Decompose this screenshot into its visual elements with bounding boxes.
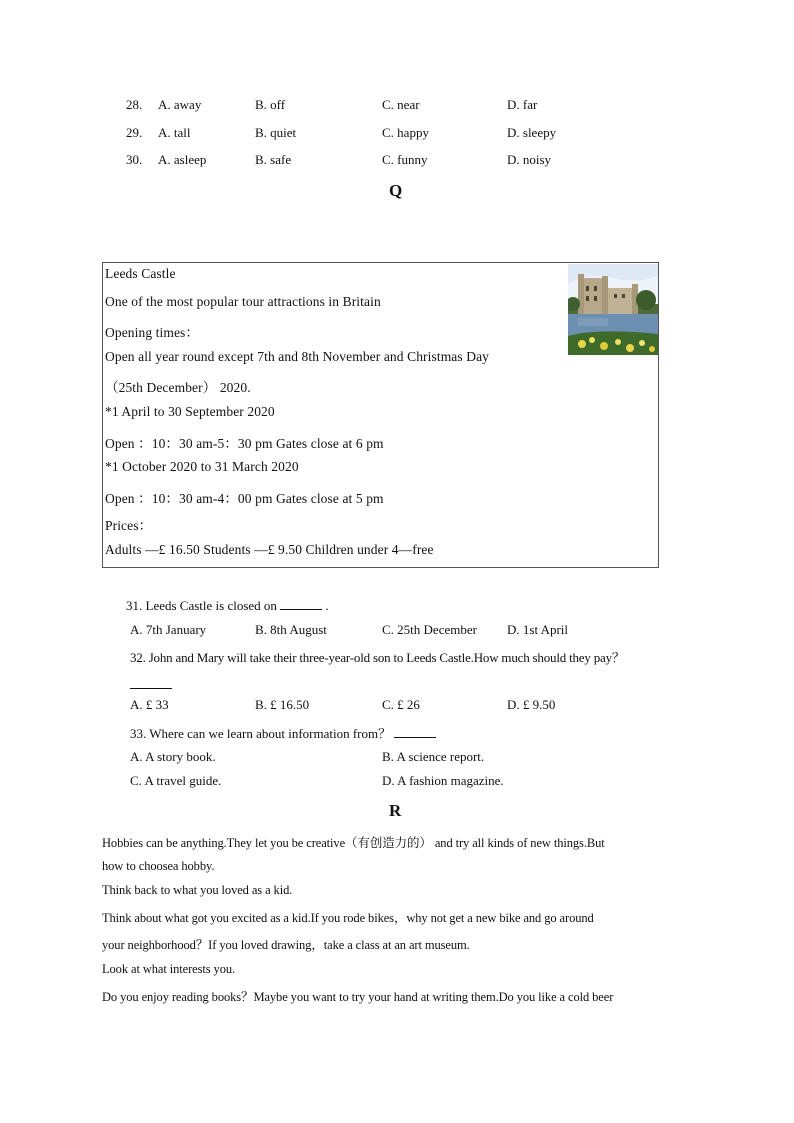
question-number: 30. [126, 152, 143, 167]
option-a: A. £ 33 [130, 697, 169, 712]
notice-line: Open ：10：30 am-4：00 pm Gates close at 5 pm [105, 491, 384, 506]
option-c: C. 25th December [382, 622, 477, 637]
option-b: B. off [255, 97, 286, 112]
question-text: 31. Leeds Castle is closed on [126, 598, 277, 613]
answer-blank [130, 677, 172, 693]
passage-line: how to choosea hobby. [102, 859, 215, 873]
passage-line: Think back to what you loved as a kid. [102, 883, 293, 897]
leeds-castle-notice [102, 262, 659, 568]
option-a: A. away [158, 97, 202, 112]
option-c: C. A travel guide. [130, 773, 222, 788]
option-d: D. 1st April [507, 622, 569, 637]
option-c: C. near [382, 97, 420, 112]
option-a: A. A story book. [130, 749, 216, 764]
notice-line: Open ：10：30 am-5：30 pm Gates close at 6 pm [105, 436, 384, 451]
option-d: D. sleepy [507, 125, 557, 140]
question-text: 33. Where can we learn about information from？ [130, 726, 392, 741]
answer-blank [280, 598, 322, 610]
passage-line: Do you enjoy reading books？Maybe you want to try your hand at writing them.Do you like a cold beer [102, 990, 614, 1004]
notice-line: *1 April to 30 September 2020 [105, 404, 275, 419]
question-end: . [325, 598, 329, 613]
question-33-stem [130, 723, 436, 742]
option-d: D. £ 9.50 [507, 697, 556, 712]
question-33-options-row2 [0, 773, 794, 791]
option-d: D. far [507, 97, 538, 112]
option-c: C. £ 26 [382, 697, 420, 712]
notice-line: Open all year round except 7th and 8th November and Christmas Day [105, 349, 490, 364]
option-c: C. funny [382, 152, 428, 167]
section-heading-q: Q [389, 181, 403, 200]
passage-line: Think about what got you excited as a kid.If you rode bikes，why not get a new bike and go around [102, 911, 594, 925]
question-30 [0, 152, 794, 170]
option-b: B. 8th August [255, 622, 327, 637]
passage-line: Look at what interests you. [102, 962, 236, 976]
notice-line: Prices： [105, 518, 153, 533]
question-number: 28. [126, 97, 143, 112]
option-d: D. noisy [507, 152, 552, 167]
answer-blank [394, 726, 436, 738]
question-32-options [0, 697, 794, 715]
option-b: B. quiet [255, 125, 297, 140]
question-31-options [0, 622, 794, 640]
castle-photo [568, 264, 658, 355]
question-28 [0, 97, 794, 115]
option-c: C. happy [382, 125, 429, 140]
question-31-stem [126, 598, 329, 614]
option-a: A. 7th January [130, 622, 207, 637]
option-a: A. asleep [158, 152, 207, 167]
question-33-options-row1 [0, 749, 794, 767]
option-d: D. A fashion magazine. [382, 773, 504, 788]
option-b: B. safe [255, 152, 292, 167]
option-b: B. £ 16.50 [255, 697, 310, 712]
option-b: B. A science report. [382, 749, 485, 764]
notice-line: Adults —£ 16.50 Students —£ 9.50 Children under 4—free [105, 542, 434, 557]
question-number: 29. [126, 125, 143, 140]
passage-line: Hobbies can be anything.They let you be creative（有创造力的） and try all kinds of new things.But [102, 836, 605, 850]
section-heading-r: R [389, 801, 402, 820]
notice-title: Leeds Castle [105, 266, 176, 281]
notice-line: One of the most popular tour attractions in Britain [105, 294, 381, 309]
question-32-stem: 32. John and Mary will take their three-year-old son to Leeds Castle.How much should they pay？ [130, 650, 625, 665]
notice-line: *1 October 2020 to 31 March 2020 [105, 459, 299, 474]
notice-line: Opening times： [105, 325, 200, 340]
question-29 [0, 125, 794, 143]
notice-line: （25th December） 2020. [105, 380, 251, 395]
option-a: A. tall [158, 125, 191, 140]
passage-line: your neighborhood？If you loved drawing，take a class at an art museum. [102, 938, 470, 952]
